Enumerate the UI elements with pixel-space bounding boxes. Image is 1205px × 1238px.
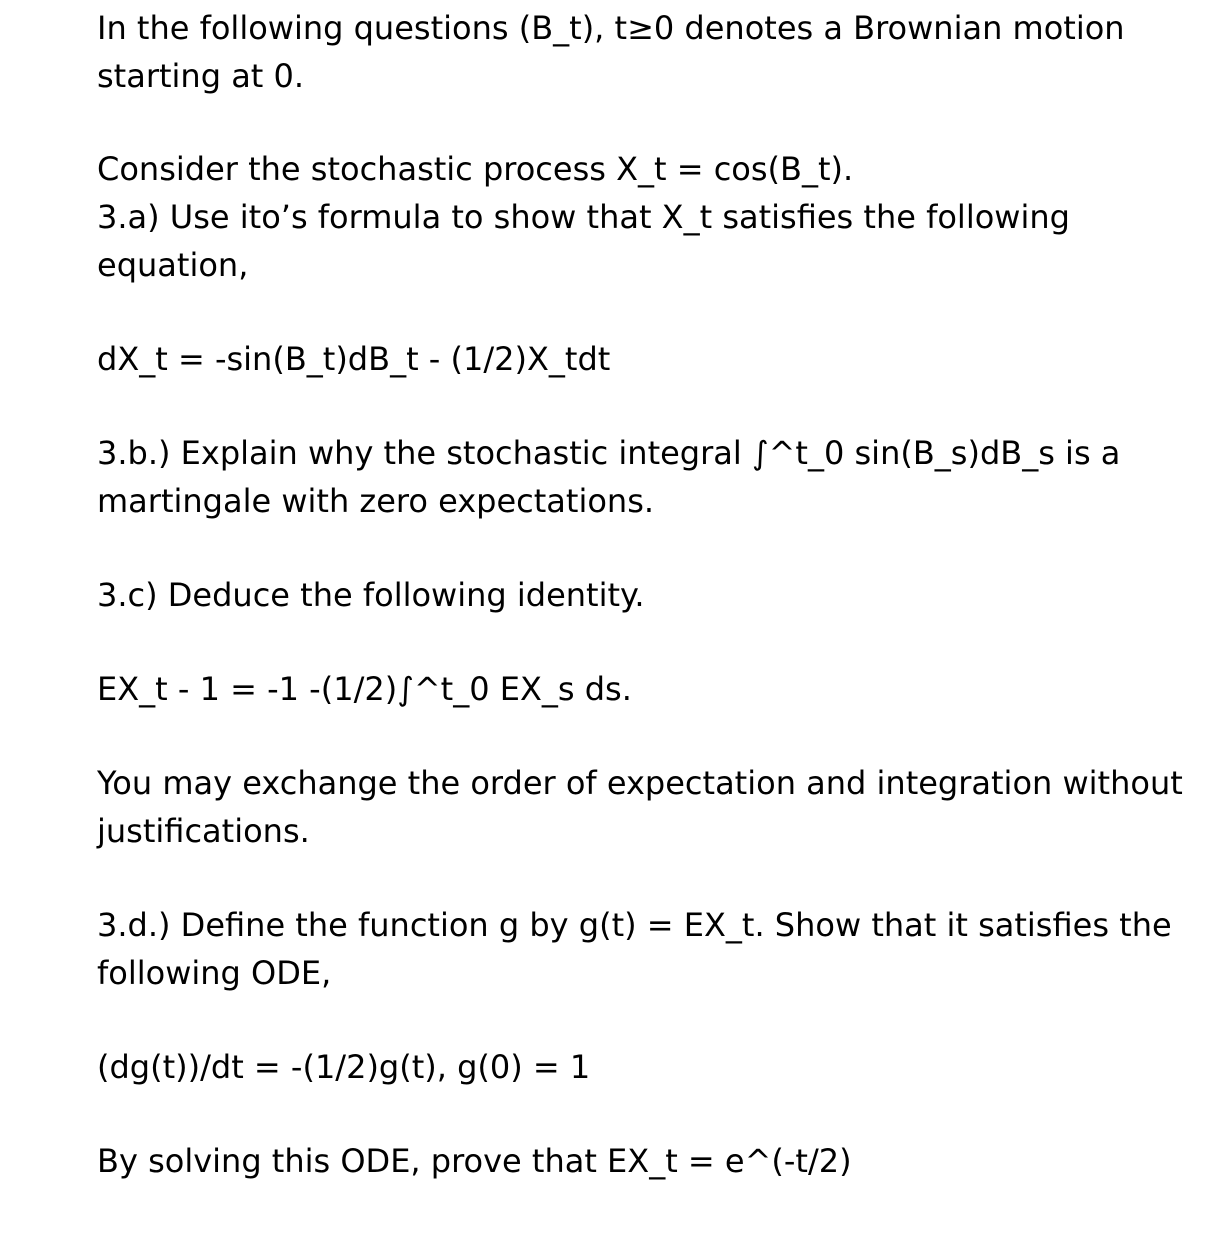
spacer — [97, 100, 1197, 145]
question-3a-line-2: equation, — [97, 246, 249, 284]
final-question: By solving this ODE, prove that EX_t = e^(-t/2) — [97, 1142, 852, 1180]
process-definition: Consider the stochastic process X_t = cos(B_t). — [97, 150, 854, 188]
question-3a-line-1: 3.a) Use ito’s formula to show that X_t satisfies the following — [97, 198, 1070, 236]
intro-line-2: starting at 0. — [97, 57, 305, 95]
document-body — [97, 4, 1197, 1185]
spacer — [97, 383, 1197, 429]
equation-ode: (dg(t))/dt = -(1/2)g(t), g(0) = 1 — [97, 1048, 591, 1086]
question-3c: 3.c) Deduce the following identity. — [97, 576, 645, 614]
spacer — [97, 1091, 1197, 1137]
spacer — [97, 289, 1197, 335]
note-line-2: justifications. — [97, 812, 310, 850]
spacer — [97, 525, 1197, 571]
equation-identity: EX_t - 1 = -1 -(1/2)∫^t_0 EX_s ds. — [97, 670, 632, 708]
note-line-1: You may exchange the order of expectation and integration without — [97, 764, 1183, 802]
question-3b-line-1: 3.b.) Explain why the stochastic integral ∫^t_0 sin(B_s)dB_s is a — [97, 434, 1121, 472]
question-3b-line-2: martingale with zero expectations. — [97, 482, 655, 520]
question-3d-line-1: 3.d.) Define the function g by g(t) = EX_t. Show that it satisfies the — [97, 906, 1172, 944]
spacer — [97, 713, 1197, 759]
intro-line-1: In the following questions (B_t), t≥0 denotes a Brownian motion — [97, 9, 1125, 47]
question-3d-line-2: following ODE, — [97, 954, 332, 992]
spacer — [97, 619, 1197, 665]
spacer — [97, 997, 1197, 1043]
equation-dx: dX_t = -sin(B_t)dB_t - (1/2)X_tdt — [97, 340, 611, 378]
spacer — [97, 855, 1197, 901]
